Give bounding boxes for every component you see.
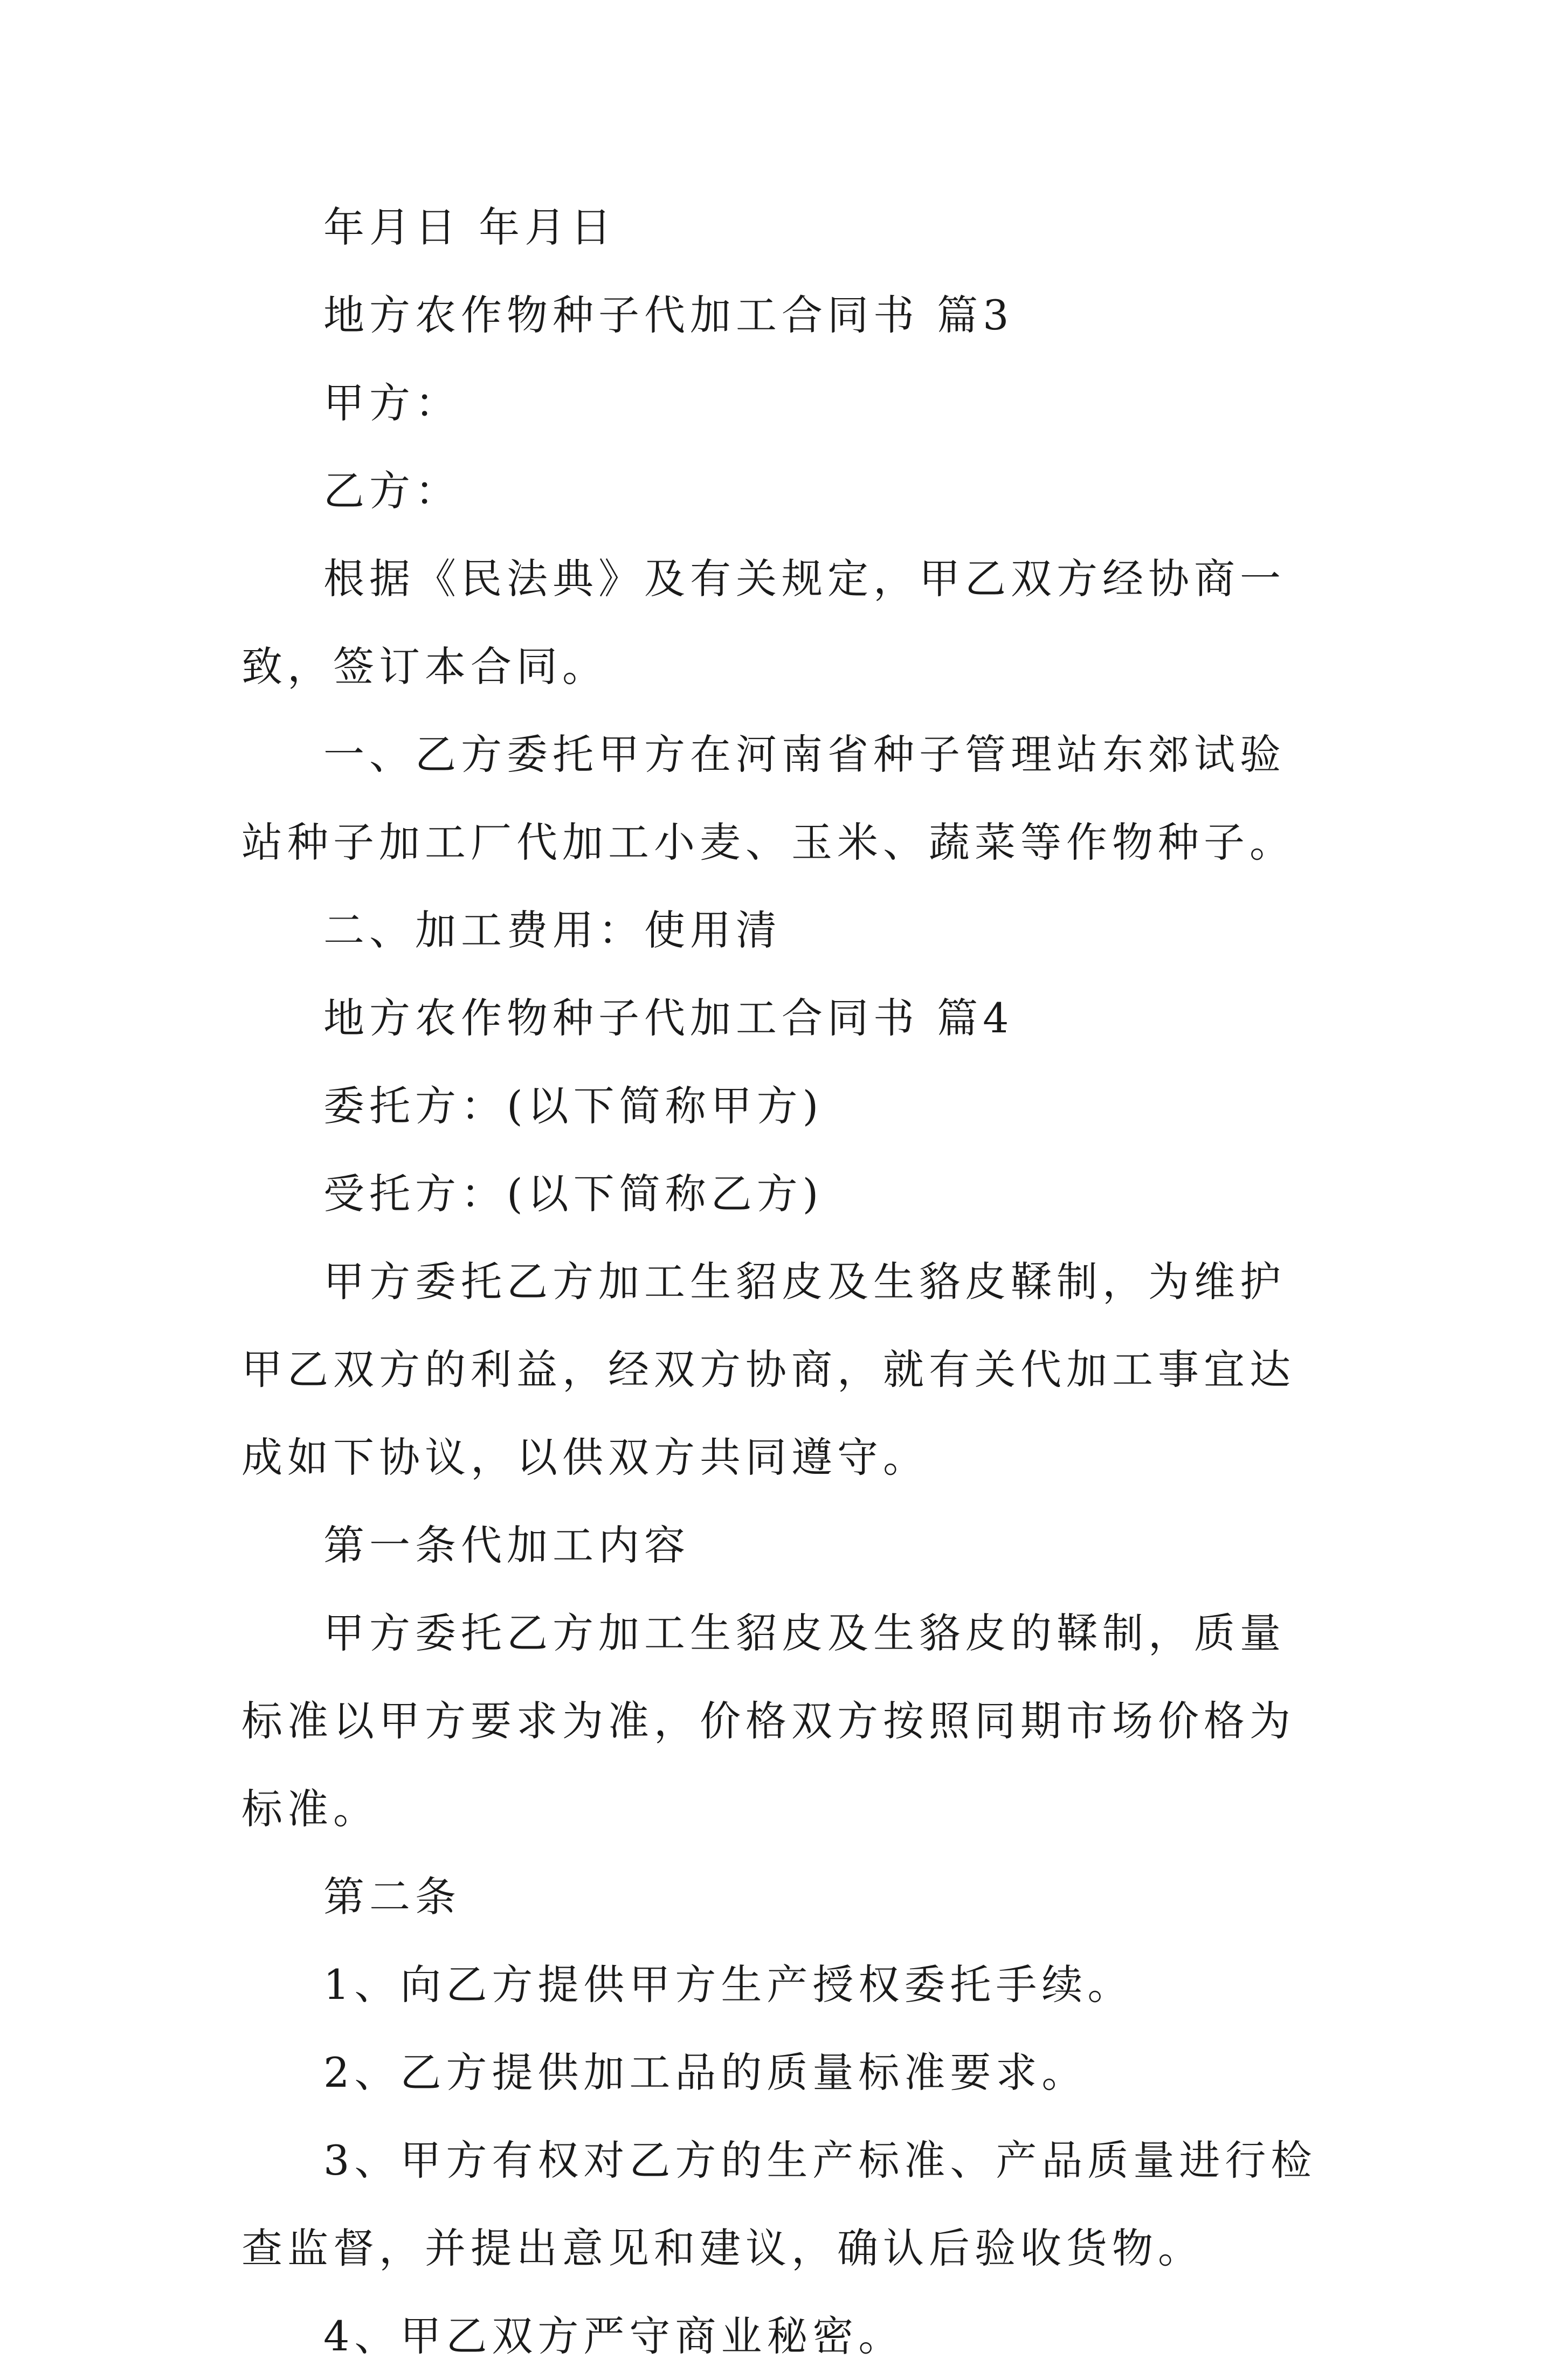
article-2-item-3: 3、甲方有权对乙方的生产标准、产品质量进行检查监督，并提出意见和建议，确认后验收货物。 xyxy=(241,2136,1317,2272)
entrusting-party-line: 委托方：(以下简称甲方) xyxy=(323,1082,824,1130)
date-line: 年月日 年月日 xyxy=(323,203,617,251)
section-title-3: 地方农作物种子代加工合同书 篇3 xyxy=(323,291,1014,339)
document-body xyxy=(241,183,1330,2380)
clause-2-paragraph: 二、加工费用：使用清 xyxy=(323,906,782,954)
section-title-4: 地方农作物种子代加工合同书 篇4 xyxy=(323,994,1014,1042)
article-2-item-1: 1、向乙方提供甲方生产授权委托手续。 xyxy=(323,1961,1134,2009)
party-b-line: 乙方： xyxy=(323,467,461,515)
article-2-item-4: 4、甲乙双方严守商业秘密。 xyxy=(323,2312,905,2360)
article-2-item-2: 2、乙方提供加工品的质量标准要求。 xyxy=(323,2048,1088,2096)
clause-1-paragraph: 一、乙方委托甲方在河南省种子管理站东郊试验站种子加工厂代加工小麦、玉米、蔬菜等作物种子。 xyxy=(241,730,1295,866)
intro-paragraph: 甲方委托乙方加工生貂皮及生貉皮鞣制，为维护甲乙双方的利益，经双方协商，就有关代加工事宜达成如下协议，以供双方共同遵守。 xyxy=(241,1258,1295,1481)
article-1-heading: 第一条代加工内容 xyxy=(323,1521,690,1569)
entrusted-party-line: 受托方：(以下简称乙方) xyxy=(323,1170,824,1218)
article-2-heading: 第二条 xyxy=(323,1873,461,1921)
article-1-paragraph: 甲方委托乙方加工生貂皮及生貉皮的鞣制，质量标准以甲方要求为准，价格双方按照同期市场价格为标准。 xyxy=(241,1609,1295,1833)
contract-basis-paragraph: 根据《民法典》及有关规定，甲乙双方经协商一致，签订本合同。 xyxy=(241,555,1286,691)
party-a-line: 甲方： xyxy=(323,379,461,427)
